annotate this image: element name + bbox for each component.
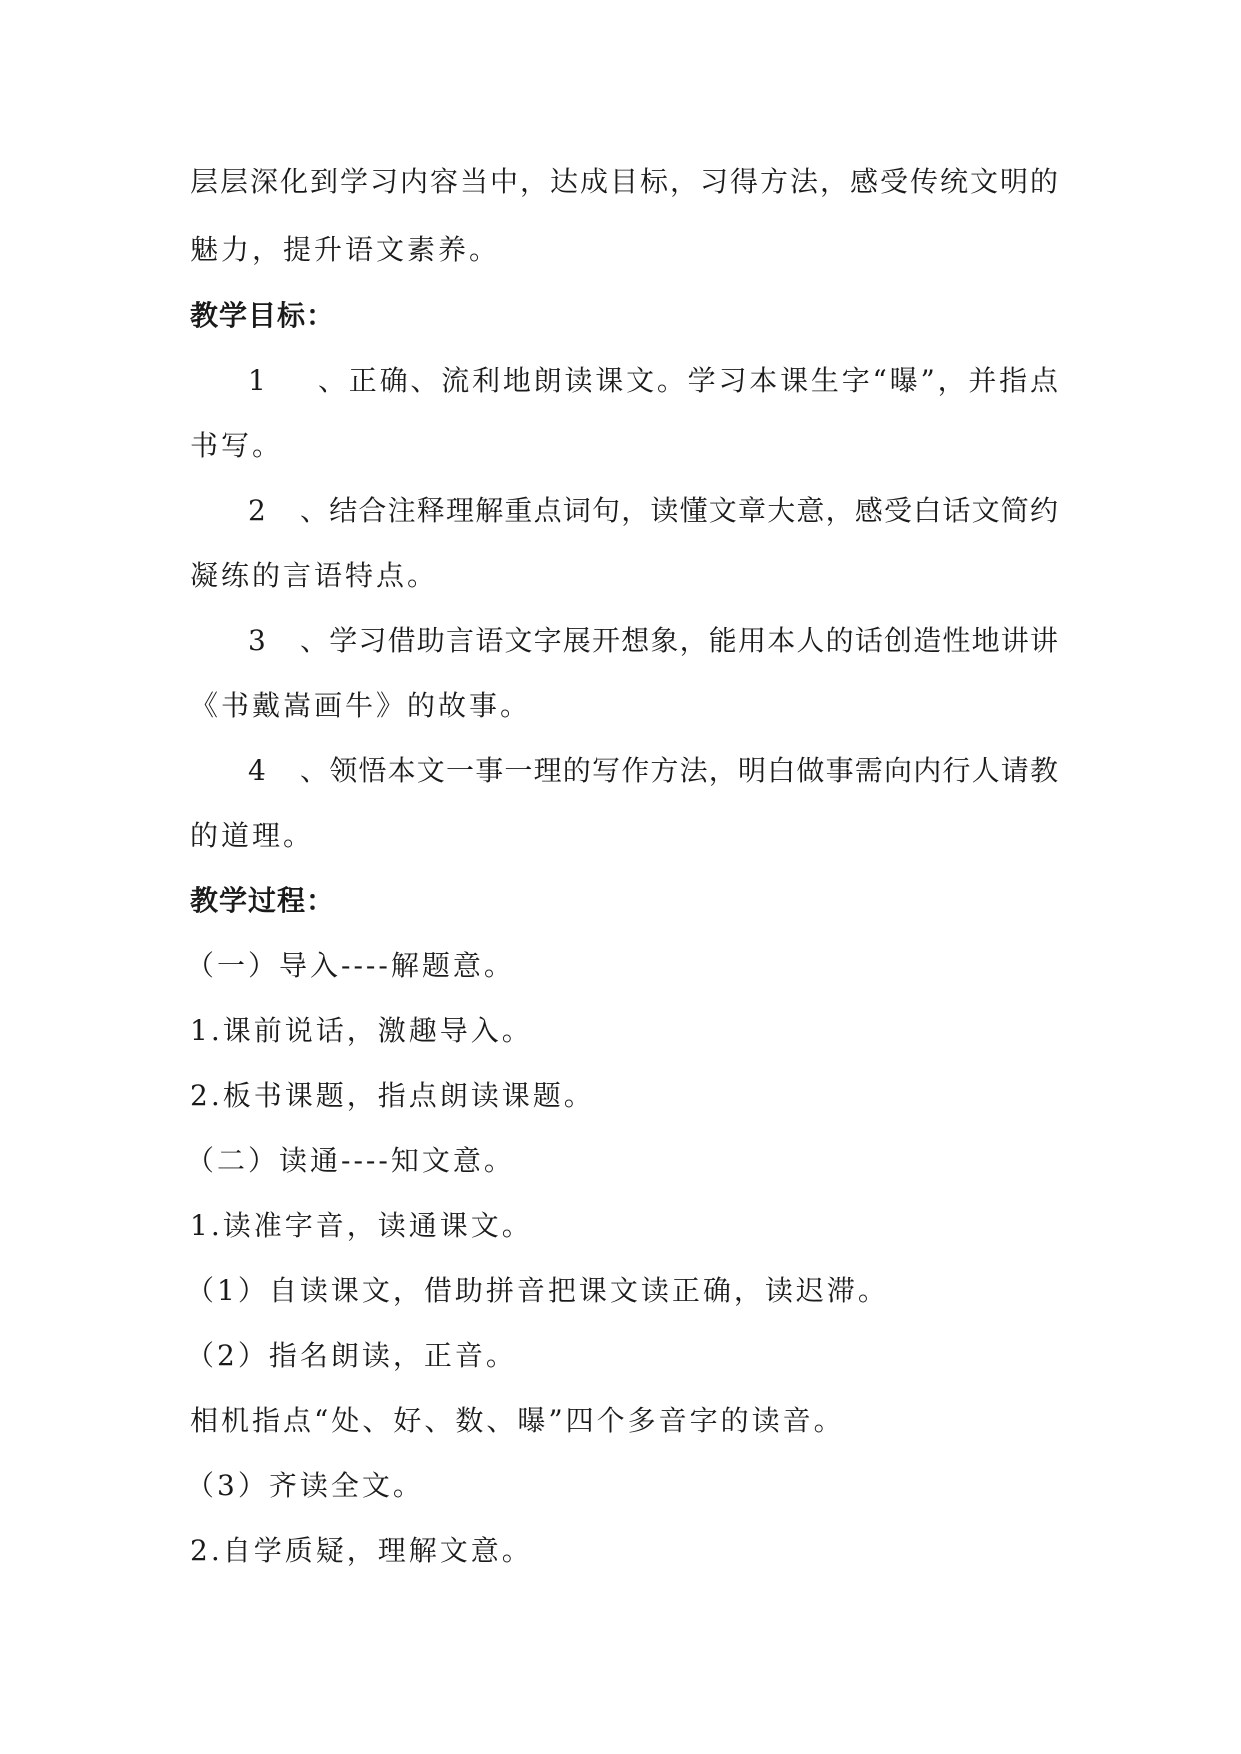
process-step: （1）自读课文，借助拼音把课文读正确，读迟滞。 [186, 1274, 889, 1307]
process-step: （一）导入----解题意。 [186, 949, 515, 982]
goal-item-4 [248, 753, 1058, 789]
intro-line-2: 魅力，提升语文素养。 [190, 233, 501, 266]
goal-item-1 [248, 363, 1058, 399]
goal-number: 3、 [248, 624, 328, 657]
process-step: 2.自学质疑，理解文意。 [190, 1534, 533, 1567]
goal-text: 学习借助言语文字展开想象，能用本人的话创造性地讲讲 [328, 624, 1058, 657]
intro-line-1: 层层深化到学习内容当中，达成目标，习得方法，感受传统文明的 [190, 165, 1058, 198]
goal-text: 结合注释理解重点词句，读懂文章大意，感受白话文简约 [328, 494, 1058, 527]
process-step: 1.读准字音，读通课文。 [190, 1209, 533, 1242]
goal-item-3-continuation: 《书戴嵩画牛》的故事。 [190, 689, 532, 722]
goal-item-1-continuation: 书写。 [190, 429, 284, 462]
process-step: （二）读通----知文意。 [186, 1144, 515, 1177]
goal-text: 领悟本文一事一理的写作方法，明白做事需向内行人请教 [328, 754, 1058, 787]
goal-number: 1、 [248, 364, 346, 397]
goal-text: 正确、流利地朗读课文。学习本课生字“曝”，并指点 [346, 364, 1058, 397]
goal-number: 2、 [248, 494, 328, 527]
process-step: 1.课前说话，激趣导入。 [190, 1014, 533, 1047]
goal-item-3 [248, 623, 1058, 659]
goals-heading: 教学目标： [190, 299, 336, 332]
process-step: （2）指名朗读，正音。 [186, 1339, 517, 1372]
goal-number: 4、 [248, 754, 328, 787]
process-step: 相机指点“处、好、数、曝”四个多音字的读音。 [190, 1404, 845, 1437]
process-heading: 教学过程： [190, 884, 336, 917]
process-step: （3）齐读全文。 [186, 1469, 424, 1502]
goal-item-2 [248, 493, 1058, 529]
process-step: 2.板书课题，指点朗读课题。 [190, 1079, 595, 1112]
goal-item-4-continuation: 的道理。 [190, 819, 315, 852]
goal-item-2-continuation: 凝练的言语特点。 [190, 559, 439, 592]
